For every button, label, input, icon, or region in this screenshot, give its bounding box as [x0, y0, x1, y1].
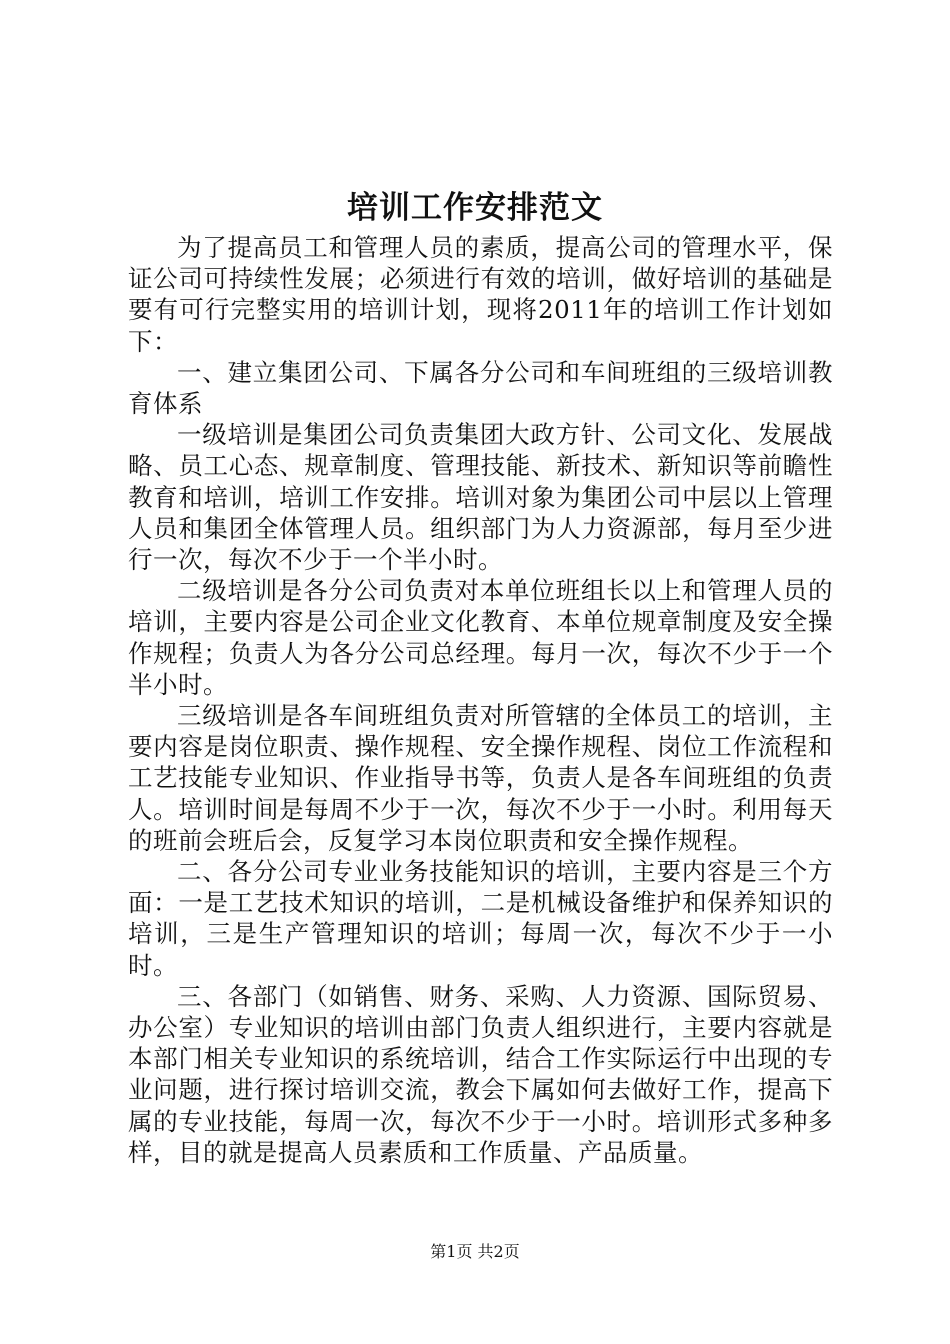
page-number-footer: 第1页 共2页	[430, 1242, 520, 1261]
document-title: 培训工作安排范文	[347, 190, 603, 226]
document-body	[128, 232, 833, 1168]
paragraph-intro: 为了提高员工和管理人员的素质，提高公司的管理水平，保证公司可持续性发展；必须进行有效的培训，做好培训的基础是要有可行完整实用的培训计划，现将2011年的培训工作计划如下：	[128, 233, 833, 356]
paragraph-section-3: 三、各部门（如销售、财务、采购、人力资源、国际贸易、办公室）专业知识的培训由部门负责人组织进行，主要内容就是本部门相关专业知识的系统培训，结合工作实际运行中出现的专业问题，进行探讨培训交流，教会下属如何去做好工作，提高下属的专业技能，每周一次，每次不少于一小时。培训形式多种多样，目的就是提高人员素质和工作质量、产品质量。	[128, 981, 833, 1167]
paragraph-section-2: 二、各分公司专业业务技能知识的培训，主要内容是三个方面：一是工艺技术知识的培训，二是机械设备维护和保养知识的培训，三是生产管理知识的培训；每周一次，每次不少于一小时。	[128, 857, 833, 980]
paragraph-level-2-training: 二级培训是各分公司负责对本单位班组长以上和管理人员的培训，主要内容是公司企业文化教育、本单位规章制度及安全操作规程；负责人为各分公司总经理。每月一次，每次不少于一个半小时。	[128, 576, 833, 699]
paragraph-section-1-heading: 一、建立集团公司、下属各分公司和车间班组的三级培训教育体系	[128, 357, 833, 419]
paragraph-level-3-training: 三级培训是各车间班组负责对所管辖的全体员工的培训，主要内容是岗位职责、操作规程、安全操作规程、岗位工作流程和工艺技能专业知识、作业指导书等，负责人是各车间班组的负责人。培训时间是每周不少于一次，每次不少于一小时。利用每天的班前会班后会，反复学习本岗位职责和安全操作规程。	[128, 701, 833, 855]
paragraph-level-1-training: 一级培训是集团公司负责集团大政方针、公司文化、发展战略、员工心态、规章制度、管理技能、新技术、新知识等前瞻性教育和培训，培训工作安排。培训对象为集团公司中层以上管理人员和集团全体管理人员。组织部门为人力资源部，每月至少进行一次，每次不少于一个半小时。	[128, 420, 833, 575]
